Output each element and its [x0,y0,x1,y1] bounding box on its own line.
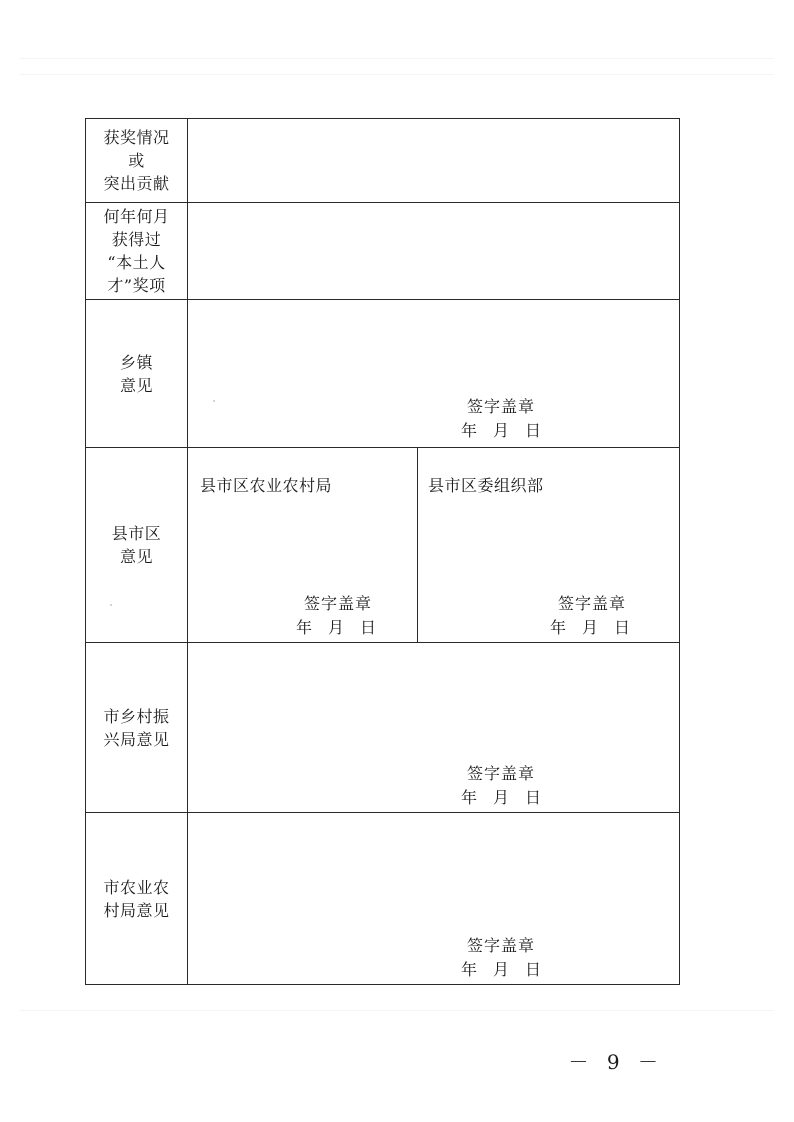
signature-label: 签字盖章 [304,594,373,613]
signature-label: 签字盖章 [558,594,627,613]
county-opinion-area [188,448,680,643]
page-number: － 9 － [568,1050,664,1074]
form-row-township-opinion [86,300,680,448]
awards-label: 获奖情况 或 突出贡献 [103,128,170,193]
scan-dot [110,604,112,606]
county-split-container [188,448,679,642]
signature-block [550,592,630,640]
form-row-awards [86,119,680,203]
signature-block [461,934,541,982]
township-opinion-label: 乡镇 意见 [119,352,153,395]
date-label: 年 月 日 [461,421,542,440]
form-row-prior-award [86,203,680,300]
city-agri-area[interactable] [188,813,680,985]
row-label-cell [86,813,188,985]
scan-artifact [20,1010,774,1011]
signature-label: 签字盖章 [467,764,536,783]
signature-block [461,395,541,443]
form-row-county-opinion [86,448,680,643]
prior-award-input-area[interactable] [188,203,680,300]
county-opinion-label: 县市区 意见 [111,524,162,566]
signature-block [461,762,541,810]
city-revitalization-label: 市乡村振 兴局意见 [103,706,170,749]
signature-label: 签字盖章 [467,397,536,416]
township-opinion-area[interactable] [188,300,680,448]
awards-input-area[interactable] [188,119,680,203]
county-agri-bureau-panel[interactable] [188,448,417,642]
date-label: 年 月 日 [296,618,377,637]
row-label-cell [86,448,188,643]
prior-award-label: 何年何月 获得过 “本土人 才”奖项 [103,207,170,295]
nomination-form-table [85,118,680,985]
row-label-cell [86,119,188,203]
county-org-dept-title: 县市区委组织部 [428,476,544,495]
date-label: 年 月 日 [461,960,542,979]
scan-artifact [20,74,774,75]
scan-dot [213,400,215,402]
date-label: 年 月 日 [461,788,542,807]
city-revitalization-area[interactable] [188,643,680,813]
scan-artifact [20,58,774,59]
date-label: 年 月 日 [550,618,631,637]
row-label-cell [86,300,188,448]
county-org-dept-panel[interactable] [418,448,679,642]
row-label-cell [86,203,188,300]
county-agri-bureau-title: 县市区农业农村局 [200,476,333,495]
signature-block [296,592,376,640]
form-row-city-agri-opinion [86,813,680,985]
form-row-city-revitalization-opinion [86,643,680,813]
row-label-cell [86,643,188,813]
city-agri-label: 市农业农 村局意见 [103,877,170,920]
signature-label: 签字盖章 [467,936,536,955]
